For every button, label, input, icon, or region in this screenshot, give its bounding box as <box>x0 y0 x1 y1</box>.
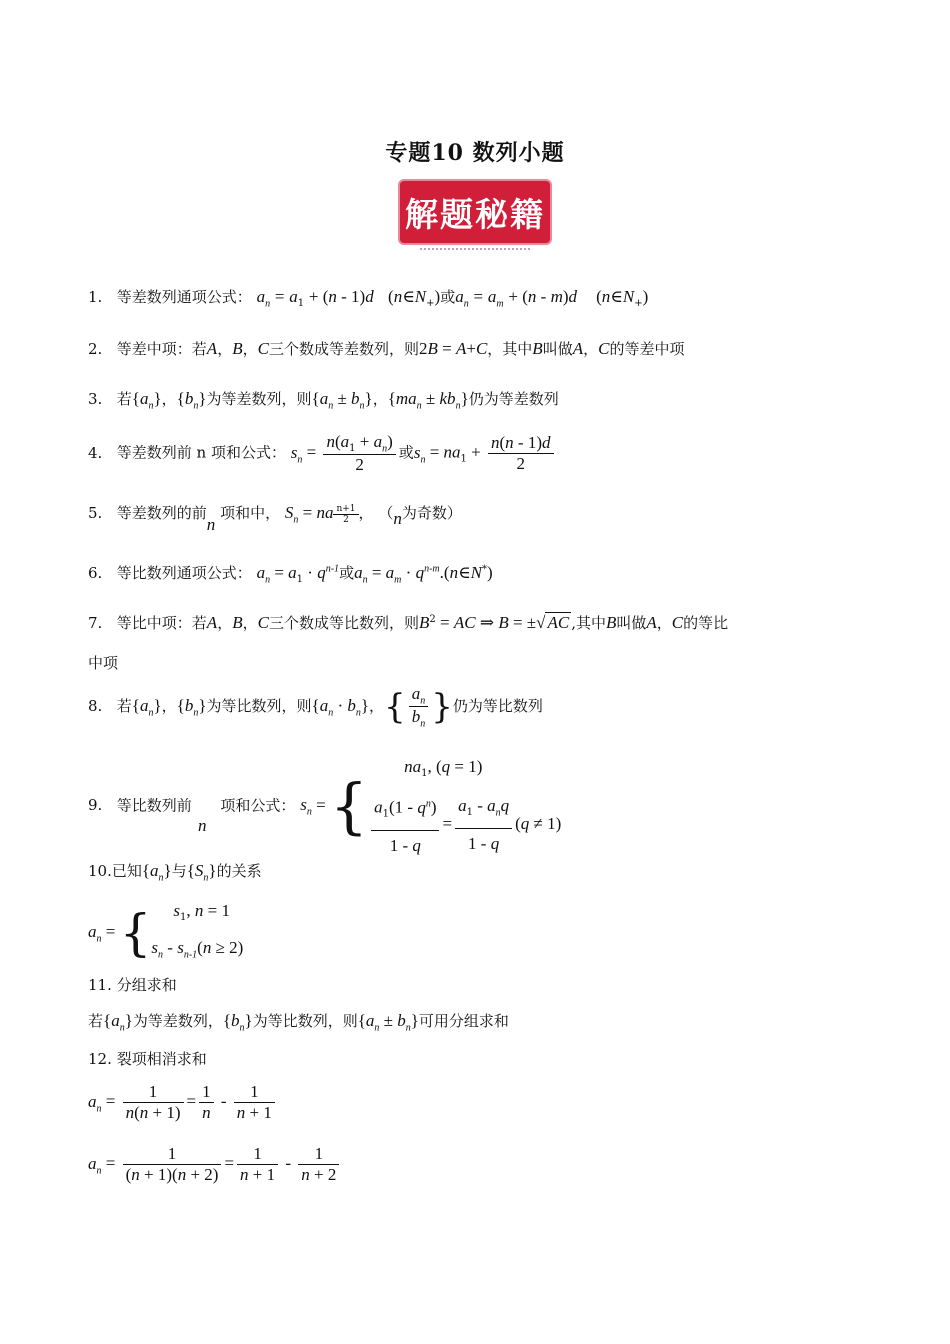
formula-item-11: 11. 分组求和 <box>88 976 177 994</box>
formula-item-10-cases: $a_n$ = { $s_1$, n = 1 $s_n - s_{n-1}(n \ge 2)$ <box>88 901 244 963</box>
formula-item-6: 6. 等比数列通项公式： $a_n = a_1 \cdot q^{n-1}$或$a_n = a_m$ · $q^{n-m}.(n\in N^*)$ <box>88 563 493 586</box>
formula-item-8: 8. 若$\{a_n\}$，$\{b_n\}$为等比数列，则$\{a_n \cdot b_n\}$，{ $\frac{a_n}{b_n}$ }仍为等比数列 <box>88 684 543 730</box>
formula-item-3: 3. 若$\{a_n\}$，$\{b_n\}$为等差数列，则$\{a_n \pm b_n\}$，$\{ma_n \pm kb_n\}$仍为等差数列 <box>88 389 559 412</box>
formula-item-7: 7. 等比中项：若A，B，C三个数成等比数列，则$B^2$ = AC ⇒ B = ±√ AC ,其中B叫做A，C的等比 <box>88 613 729 632</box>
formula-item-11-body: 若$\{a_n\}$为等差数列，$\{b_n\}$为等比数列，则$\{a_n \pm b_n\}$可用分组求和 <box>88 1011 509 1034</box>
formula-item-9: 9. 等比数列前 项和公式： $s_n$ = { $na_1$, (q = 1) $\frac{a_1(1 - q^n)}{1 - q}$ = $a_1 - a_nq$ 1 - q (q ≠ 1) <box>88 757 562 855</box>
formula-item-12: 12. 裂项相消求和 <box>88 1050 207 1068</box>
formula-item-10: 10.已知$\{a_n\}$与$\{S_n\}$的关系 <box>88 861 262 884</box>
formula-item-1: 1. 等差数列通项公式： $a_n = a_1 + (n - 1)d$ $(n\in N_+)$或$a_n = a_m + (n - m)d$ $(n\in N_+)$ <box>88 287 649 310</box>
formula-item-12-a: $a_n$ = $\frac{1}{n(n + 1)}$ = $\frac{1}{n}$ - $\frac{1}{n + 1}$ <box>88 1082 278 1123</box>
stamp-decoration <box>420 248 530 256</box>
formula-item-9-n: n <box>198 816 207 835</box>
formula-item-12-b: $a_n$ = $\frac{1}{(n + 1)(n + 2)}$ = $\frac{1}{n + 1}$ - $\frac{1}{n + 2}$ <box>88 1144 342 1185</box>
page-title: 专题10 数列小题 <box>385 140 565 166</box>
formula-item-4: 4. 等差数列前 n 项和公式： $s_n$ = $\frac{n(a_1 + a_n)}{2}$ 或$s_n = na_1$ + $\frac{n(n - 1)d}{2}$ <box>88 432 557 475</box>
formula-item-2: 2. 等差中项：若A，B，C三个数成等差数列，则2B = A+C，其中B叫做A，C的等差中项 <box>88 339 685 358</box>
formula-item-7-cont: 中项 <box>88 654 119 672</box>
formula-item-5: 5. 等差数列的前n 项和中， $S_n$ = na $\frac{n+1}{2}$ ， （n为奇数） <box>88 503 462 534</box>
stamp-badge: 解题秘籍 <box>400 181 550 243</box>
